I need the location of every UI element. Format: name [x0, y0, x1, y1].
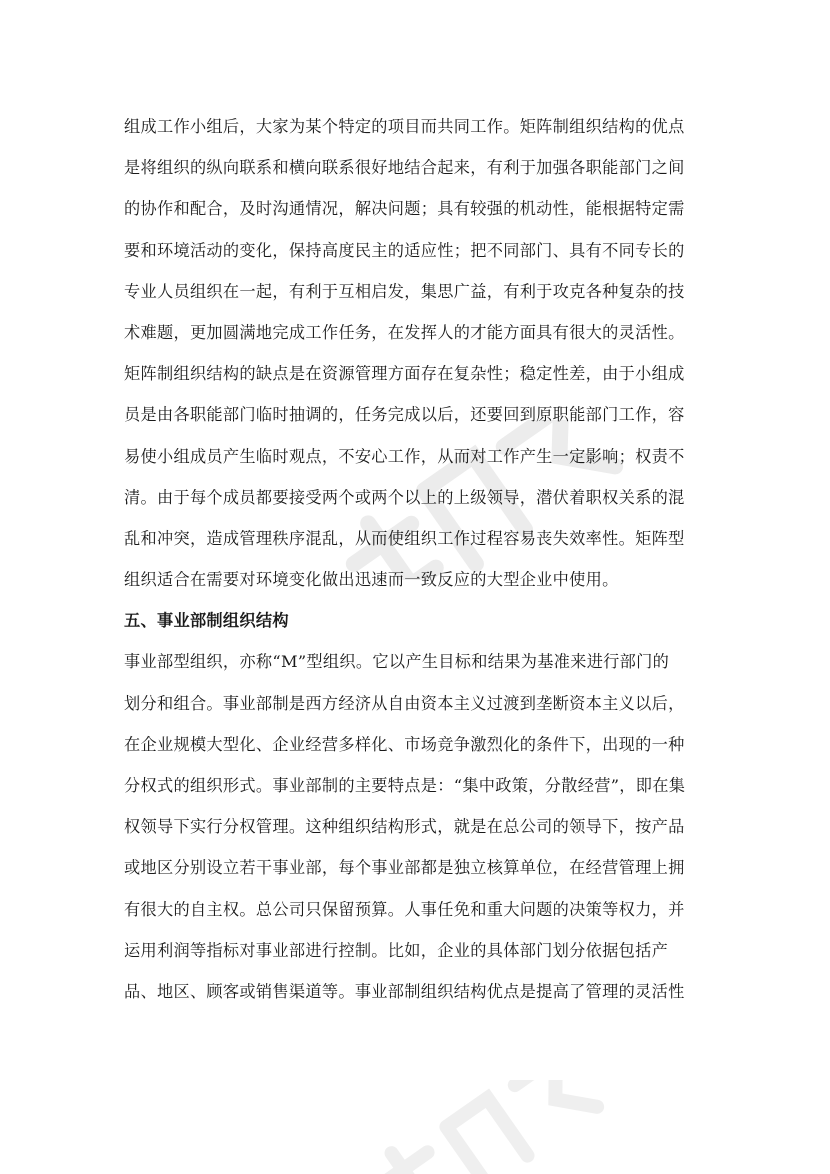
text-line: 是将组织的纵向联系和横向联系很好地结合起来，有利于加强各职能部门之间	[124, 158, 685, 178]
text-line: 有很大的自主权。总公司只保留预算。人事任免和重大问题的决策等权力，并	[124, 899, 685, 919]
text-line: 专业人员组织在一起，有利于互相启发，集思广益，有利于攻克各种复杂的技	[124, 281, 685, 301]
document-body	[124, 106, 704, 1012]
text-line: 员是由各职能部门临时抽调的，任务完成以后，还要回到原职能部门工作，容	[124, 405, 685, 425]
text-line: 术难题，更加圆满地完成工作任务，在发挥人的才能方面具有很大的灵活性。	[124, 322, 685, 342]
text-line: 矩阵制组织结构的缺点是在资源管理方面存在复杂性；稳定性差，由于小组成	[124, 364, 685, 384]
text-line: 或地区分别设立若干事业部，每个事业部都是独立核算单位，在经营管理上拥	[124, 858, 685, 878]
paragraph-divisional-structure	[124, 641, 704, 1012]
text-line: 品、地区、顾客或销售渠道等。事业部制组织结构优点是提高了管理的灵活性	[124, 981, 685, 1001]
text-line: 权领导下实行分权管理。这种组织结构形式，就是在总公司的领导下，按产品	[124, 817, 685, 837]
text-line: 要和环境活动的变化，保持高度民主的适应性；把不同部门、具有不同专长的	[124, 240, 685, 260]
text-line: 分权式的组织形式。事业部制的主要特点是：“集中政策，分散经营”，即在集	[124, 776, 686, 795]
text-line: 划分和组合。事业部制是西方经济从自由资本主义过渡到垄断资本主义以后，	[124, 693, 685, 713]
text-line: 的协作和配合，及时沟通情况，解决问题；具有较强的机动性，能根据特定需	[124, 199, 685, 219]
text-line: 易使小组成员产生临时观点，不安心工作，从而对工作产生一定影响；权责不	[124, 446, 685, 466]
text-line: 组织适合在需要对环境变化做出迅速而一致反应的大型企业中使用。	[124, 570, 619, 590]
paragraph-matrix-structure	[124, 106, 704, 600]
text-line: 事业部型组织，亦称“M”型组织。它以产生目标和结果为基准来进行部门的	[124, 652, 670, 672]
section-heading: 五、事业部制组织结构	[124, 611, 289, 631]
text-line: 组成工作小组后，大家为某个特定的项目而共同工作。矩阵制组织结构的优点	[124, 117, 685, 136]
text-line: 乱和冲突，造成管理秩序混乱，从而使组织工作过程容易丧失效率性。矩阵型	[124, 528, 685, 548]
text-line: 在企业规模大型化、企业经营多样化、市场竞争激烈化的条件下，出现的一种	[124, 734, 685, 754]
watermark-logo-icon	[330, 1080, 630, 1174]
text-line: 清。由于每个成员都要接受两个或两个以上的上级领导，潜伏着职权关系的混	[124, 487, 685, 507]
text-line: 运用利润等指标对事业部进行控制。比如，企业的具体部门划分依据包括产	[124, 940, 669, 960]
